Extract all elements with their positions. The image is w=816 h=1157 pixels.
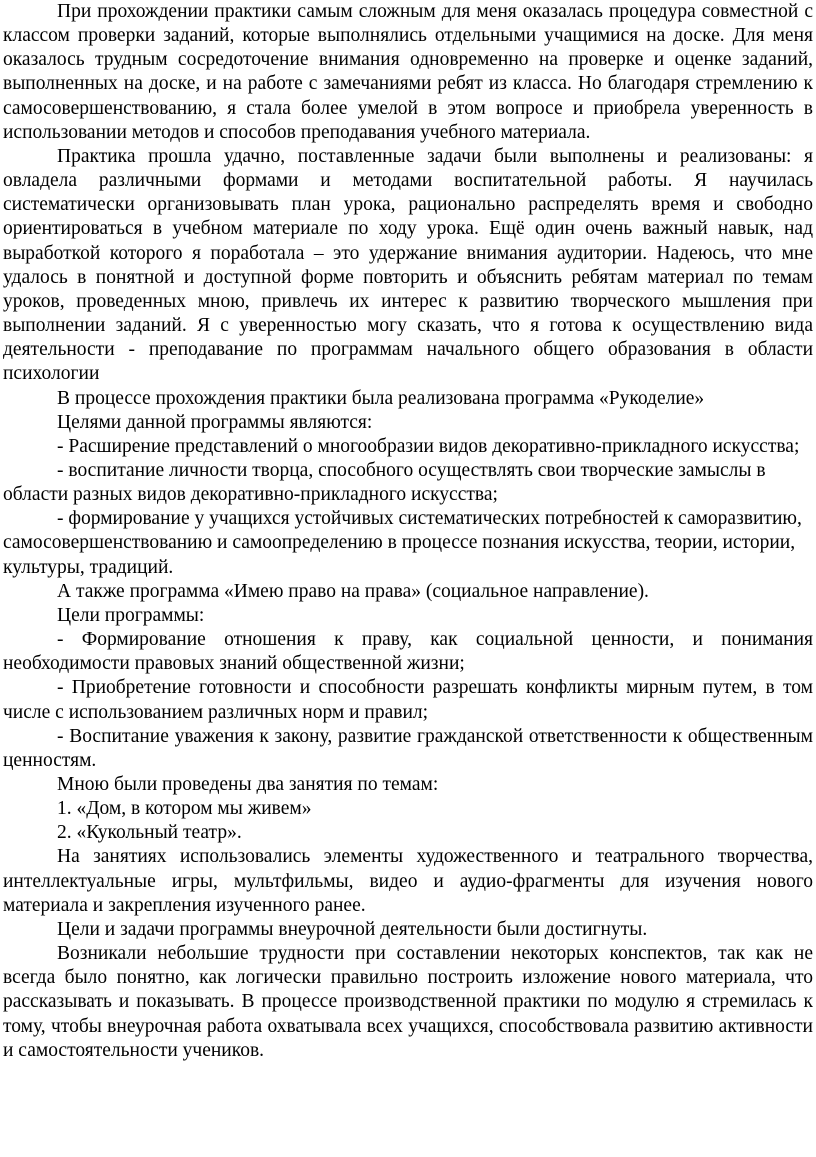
list-item-rights-goal-2: - Приобретение готовности и способности разрешать конфликты мирным путем, в том числе с использованием различных норм и правил; [3,677,813,723]
list-item-rights-goal-3: - Воспитание уважения к закону, развитие гражданской ответственности к общественным ценностям. [3,725,813,771]
paragraph-minor-difficulties: Возникали небольшие трудности при составлении некоторых конспектов, так как не всегда было понятно, как логически правильно построить изложение нового материала, что рассказывать и показывать. В процессе производственной практики по модулю я стремилась к тому, чтобы внеурочная работа охватывала всех учащихся, способствовала развитию активности и самостоятельности учеников. [3,943,813,1061]
list-item-goal-1: - Расширение представлений о многообразии видов декоративно-прикладного искусства; [57,435,800,457]
list-item-rights-goal-1: - Формирование отношения к праву, как социальной ценности, и понимания необходимости правовых знаний общественной жизни; [3,629,813,675]
paragraph-practice-results: Практика прошла удачно, поставленные задачи были выполнены и реализованы: я овладела различными формами и методами воспитательной работы. Я научилась систематически организовывать план урока, рационально распределять время и свободно ориентироваться в учебном материале по ходу урока. Ещё один очень важный навык, над выработкой которого я поработала – это удержание внимания аудитории. Надеюсь, что мне удалось в понятной и доступной форме повторить и объяснить ребятам материал по темам уроков, проведенных мною, привлечь их интерес к развитию творческого мышления при выполнении заданий. Я с уверенностью могу сказать, что я готова к осуществлению вида деятельности - преподавание по программам начального общего образования в области психологии [3,145,813,385]
paragraph-goals-achieved: Цели и задачи программы внеурочной деятельности были достигнуты. [57,918,648,940]
paragraph-lessons-heading: Мною были проведены два занятия по темам: [57,774,439,795]
list-item-lesson-2: 2. «Кукольный театр». [57,822,242,844]
paragraph-lesson-elements: На занятиях использовались элементы художественного и театрального творчества, интеллектуальные игры, мультфильмы, видео и аудио-фрагменты для изучения нового материала и закрепления изученного ранее. [3,846,813,916]
list-item-goal-3: - формирование у учащихся устойчивых систематических потребностей к саморазвитию, самосовершенствованию и самоопределению в процессе познания искусства, теории, истории, культуры, традиций. [3,508,802,578]
paragraph-program-rukodelie: В процессе прохождения практики была реализована программа «Рукоделие» [57,387,705,409]
paragraph-program-goals-heading: Цели программы: [57,604,205,626]
paragraph-goals-heading: Целями данной программы являются: [57,411,373,433]
list-item-goal-2: - воспитание личности творца, способного осуществлять свои творческие замыслы в области разных видов декоративно-прикладного искусства; [3,459,766,506]
paragraph-program-rights: А также программа «Имею право на права» (социальное направление). [57,580,649,602]
list-item-lesson-1: 1. «Дом, в котором мы живем» [57,798,312,820]
paragraph-difficulties-checking: При прохождении практики самым сложным для меня оказалась процедура совместной с классом проверки заданий, которые выполнялись отдельными учащимися на доске. Для меня оказалось трудным сосредоточение внимания одновременно на проверке и оценке заданий, выполненных на доске, и на работе с замечаниями ребят из класса. Но благодаря стремлению к самосовершенствованию, я стала более умелой в этом вопросе и приобрела уверенность в использовании методов и способов преподавания учебного материала. [3,1,813,143]
